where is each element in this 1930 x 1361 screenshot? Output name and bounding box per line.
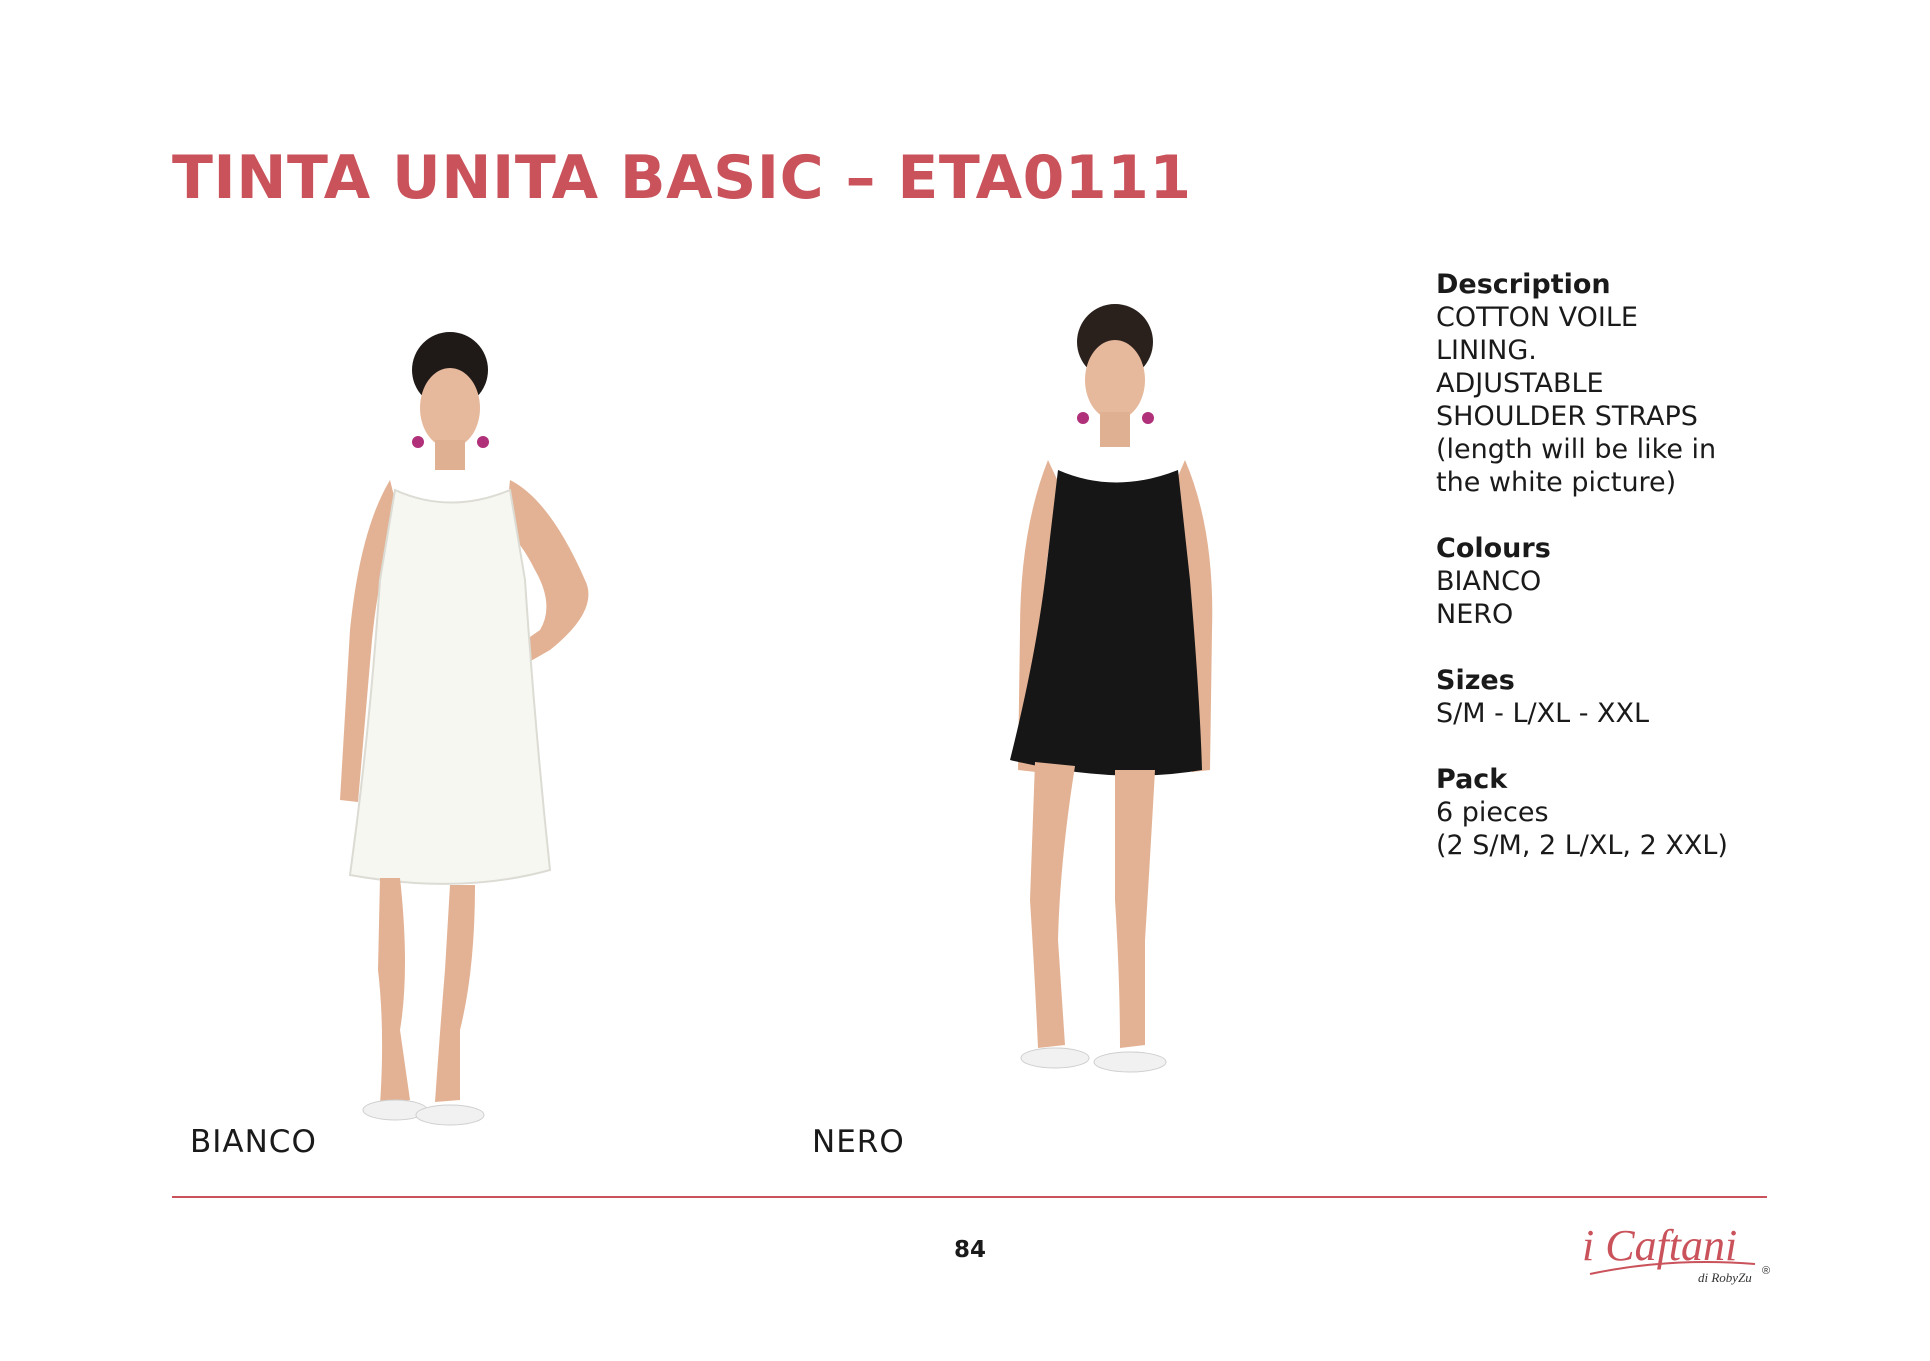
- sizes-block: [1436, 664, 1756, 730]
- page-number: 84: [953, 1237, 986, 1263]
- logo-wordmark: i Caftani: [1582, 1221, 1738, 1270]
- pack-line: (2 S/M, 2 L/XL, 2 XXL): [1436, 830, 1728, 861]
- pack-heading: Pack: [1436, 764, 1508, 795]
- colours-heading: Colours: [1436, 533, 1551, 564]
- model-black-dress-image: [940, 300, 1340, 1120]
- logo-subtext: di RobyZu: [1698, 1270, 1752, 1285]
- colour-option: NERO: [1436, 599, 1514, 630]
- description-line: the white picture): [1436, 467, 1677, 498]
- sizes-heading: Sizes: [1436, 665, 1515, 696]
- model-white-dress-image: [300, 330, 680, 1130]
- description-heading: Description: [1436, 269, 1611, 300]
- colour-option: BIANCO: [1436, 566, 1542, 597]
- i-caftani-logo: [1580, 1212, 1775, 1287]
- description-line: (length will be like in: [1436, 434, 1717, 465]
- brand-logo: [1580, 1212, 1775, 1287]
- product-details: [1436, 268, 1756, 895]
- registered-mark: ®: [1762, 1265, 1771, 1277]
- sizes-value: S/M - L/XL - XXL: [1436, 698, 1650, 729]
- caption-nero: NERO: [812, 1124, 905, 1160]
- pack-block: [1436, 763, 1756, 862]
- product-photo-bianco: [300, 330, 680, 1130]
- colours-block: [1436, 532, 1756, 631]
- description-line: COTTON VOILE: [1436, 302, 1638, 333]
- product-photo-nero: [940, 300, 1340, 1120]
- description-block: [1436, 268, 1756, 499]
- description-line: ADJUSTABLE: [1436, 368, 1604, 399]
- description-line: SHOULDER STRAPS: [1436, 401, 1698, 432]
- footer-divider: [172, 1196, 1767, 1198]
- pack-line: 6 pieces: [1436, 797, 1549, 828]
- caption-bianco: BIANCO: [190, 1124, 317, 1160]
- page-title: TINTA UNITA BASIC – ETA0111: [172, 143, 1192, 213]
- description-line: LINING.: [1436, 335, 1537, 366]
